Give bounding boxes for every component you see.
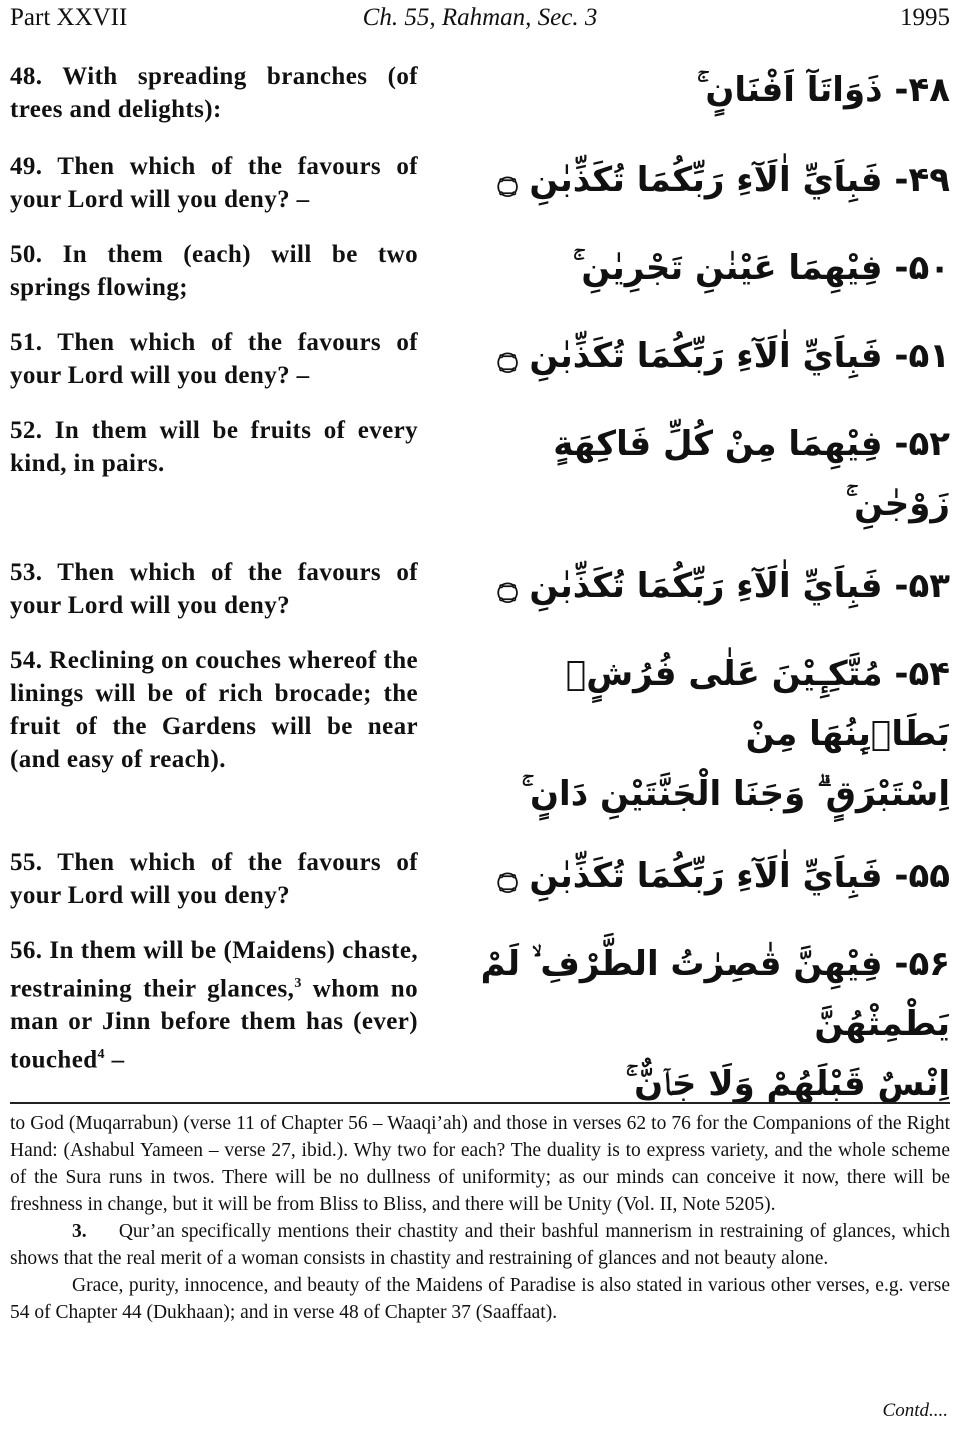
verse-53: [10, 556, 950, 622]
verse-56: [10, 934, 950, 1114]
verse-arabic: ۵۵- فَبِاَيِّ اٰلَآءِ رَبِّكُمَا تُكَذِّبٰنِ ۝: [497, 856, 950, 896]
verse-50: [10, 238, 950, 304]
footnote-ref-4[interactable]: 4: [97, 1047, 105, 1063]
verse-48: [10, 60, 950, 126]
verse-arabic: ۵۶- فِيْهِنَّ قٰصِرٰتُ الطَّرْفِ ۙ لَمْ يَطْمِثْهُنَّ اِنْسٌ قَبْلَهُمْ وَلَا جَاۤنٌّ ۚ: [480, 944, 950, 1104]
verse-arabic: ۵۲- فِيْهِمَا مِنْ كُلِّ فَاكِهَةٍ زَوْجٰنِ ۚ: [553, 424, 950, 524]
verse-list: [10, 60, 950, 1136]
footnotes: [10, 1110, 950, 1326]
verse-arabic: ۵۴- مُتَّكِـِٕيْنَ عَلٰى فُرُشٍۢ بَطَاۤىِٕنُهَا مِنْ اِسْتَبْرَقٍ ۗ وَجَنَا الْجَنَّتَيْنِ دَانٍ ۚ: [521, 654, 950, 814]
verse-52: [10, 414, 950, 534]
verse-english: 52. In them will be fruits of every kind, in pairs.: [10, 417, 418, 477]
verse-english: 50. In them (each) will be two springs flowing;: [10, 241, 418, 301]
verse-arabic: ۴۹- فَبِاَيِّ اٰلَآءِ رَبِّكُمَا تُكَذِّبٰنِ ۝: [497, 160, 950, 200]
verse-51: [10, 326, 950, 392]
footnote-divider: [10, 1102, 950, 1104]
note-paragraph: Grace, purity, innocence, and beauty of the Maidens of Paradise is also stated in various other verses, e.g. verse 54 of Chapter 44 (Dukhaan); and in verse 48 of Chapter 37 (Saaffaat).: [10, 1275, 950, 1323]
verse-english: 49. Then which of the favours of your Lord will you deny? –: [10, 153, 418, 213]
chapter-title: Ch. 55, Rahman, Sec. 3: [362, 4, 598, 31]
verse-arabic: ۵۰- فِيْهِمَا عَيْنٰنِ تَجْرِيٰنِ ۚ: [572, 248, 950, 288]
verse-english: 55. Then which of the favours of your Lord will you deny?: [10, 849, 418, 909]
verse-english: 53. Then which of the favours of your Lord will you deny?: [10, 559, 418, 619]
verse-arabic: ۴۸- ذَوَاتَآ اَفْنَانٍ ۚ: [696, 70, 950, 110]
note-continuation: to God (Muqarrabun) (verse 11 of Chapter 56 – Waaqi’ah) and those in verses 62 to 76 for the Companions of the Right Hand: (Ashabul Yameen – verse 27, ibid.). Why two for each? The duality is to express variety, and the whole scheme of the Sura runs in twos. There will be no dullness of uniformity; as our minds can conceive it now, there will be freshness in change, but it will be from Bliss to Bliss, and there will be Unity (Vol. II, Note 5205).: [10, 1113, 950, 1215]
note-number: 3.: [72, 1221, 87, 1242]
verse-english: 51. Then which of the favours of your Lord will you deny? –: [10, 329, 418, 389]
verse-english: 54. Reclining on couches whereof the linings will be of rich brocade; the fruit of the Gardens will be near (and easy of reach).: [10, 647, 418, 773]
verse-english: 48. With spreading branches (of trees and delights):: [10, 63, 418, 123]
footnote-ref-3[interactable]: 3: [294, 976, 302, 991]
page-number: 1995: [900, 4, 950, 31]
verse-49: [10, 150, 950, 216]
page-header: [10, 0, 950, 40]
note-3: 3. Qur’an specifically mentions their chastity and their bashful mannerism in restraining of glances, which shows that the real merit of a woman consists in chastity and restraining of glances and not beauty alone.: [10, 1221, 950, 1269]
verse-arabic: ۵۳- فَبِاَيِّ اٰلَآءِ رَبِّكُمَا تُكَذِّبٰنِ ۝: [497, 566, 950, 606]
verse-55: [10, 846, 950, 912]
part-label: Part XXVII: [10, 4, 128, 31]
verse-english: 56. In them will be (Maidens) chaste, restraining their glances,$^3$ whom no man or Jinn before them has (ever) touched$^4$ –: [10, 937, 418, 1074]
verse-54: [10, 644, 950, 824]
verse-arabic: ۵۱- فَبِاَيِّ اٰلَآءِ رَبِّكُمَا تُكَذِّبٰنِ ۝: [497, 336, 950, 376]
continued-label: Contd....: [882, 1400, 948, 1421]
